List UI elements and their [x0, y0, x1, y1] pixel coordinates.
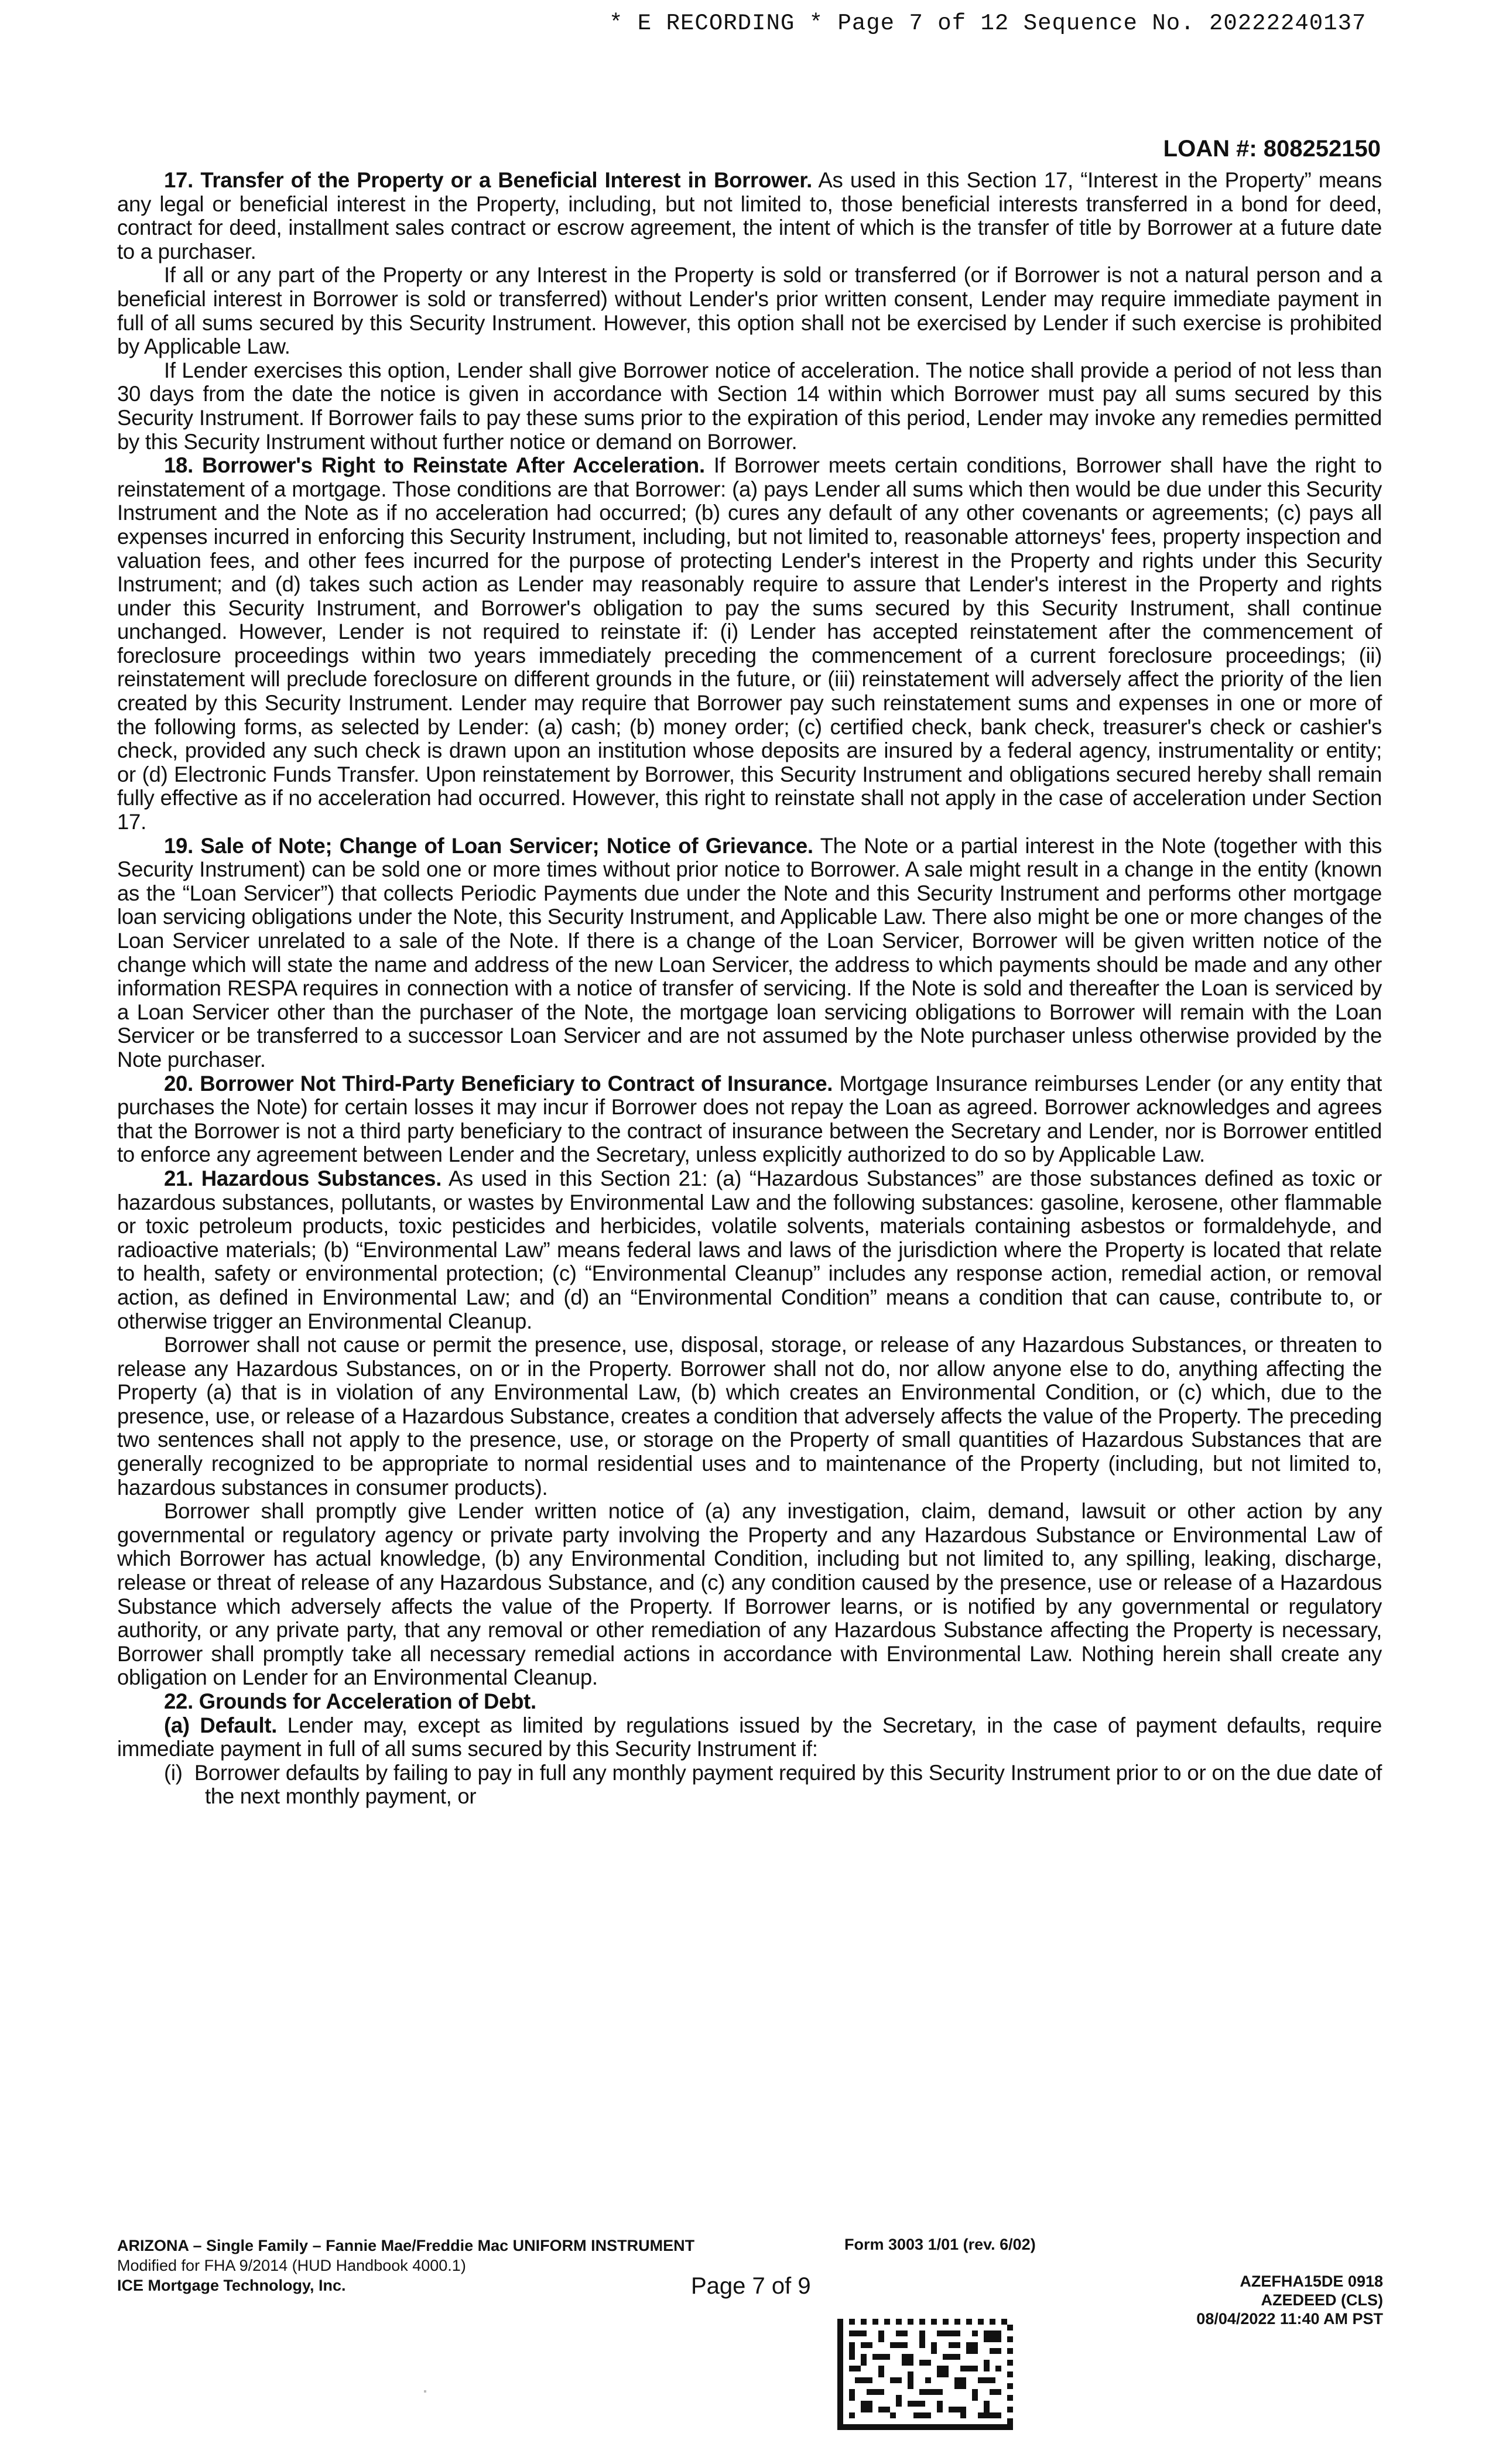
footer-state: ARIZONA [117, 2237, 189, 2254]
section-20-paragraph-1 [117, 1072, 1382, 1167]
section-22-subsection-a [117, 1714, 1382, 1761]
section-19-number: 19. [164, 833, 193, 858]
section-18-number: 18. [164, 453, 193, 478]
section-19-paragraph-1 [117, 834, 1382, 1072]
section-text: The Note or a partial interest in the Note (together with this Security Instrument) can be sold one or more times without prior notice to Borrower. A sale might result in a change in the entity (known as the “Loan Servicer”) that collects Periodic Payments due under the Note and this Security Instrument and performs other mortgage loan servicing obligations under the Note, this Security Instrument, and Applicable Law. There also might be one or more changes of the Loan Servicer unrelated to a sale of the Note. If there is a change of the Loan Servicer, Borrower will be given written notice of the change which will state the name and address of the new Loan Servicer, the address to which payments should be made and any other information RESPA requires in connection with a notice of transfer of servicing. If the Note is sold and thereafter the Loan is serviced by a Loan Servicer other than the purchaser of the Note, the mortgage loan servicing obligations to Borrower will remain with the Loan Servicer or be transferred to a successor Loan Servicer and are not assumed by the Note purchaser unless otherwise provided by the Note purchaser. [117, 833, 1382, 1072]
footer-datetime: 08/04/2022 11:40 AM PST [1196, 2310, 1383, 2328]
section-21-paragraph-1 [117, 1167, 1382, 1333]
section-text: If Borrower meets certain conditions, Borrower shall have the right to reinstatement of a mortgage. Those conditions are that Borrower: (a) pays Lender all sums which then would be due under this Security Instrument and the Note as if no acceleration had occurred; (b) cures any default of any other covenants or agreements; (c) pays all expenses incurred in enforcing this Security Instrument, including, but not limited to, reasonable attorneys' fees, property inspection and valuation fees, and other fees incurred for the purpose of protecting Lender's interest in the Property and rights under this Security Instrument; and (d) takes such action as Lender may reasonably require to assure that Lender's interest in the Property and rights under this Security Instrument, and Borrower's obligation to pay the sums secured by this Security Instrument, shall continue unchanged. However, Lender is not required to reinstate if: (i) Lender has accepted reinstatement after the commencement of foreclosure proceedings within two years immediately preceding the commencement of a current foreclosure proceedings; (ii) reinstatement will preclude foreclosure on different grounds in the future, or (iii) reinstatement will adversely affect the priority of the lien created by this Security Instrument. Lender may require that Borrower pay such reinstatement sums and expenses in one or more of the following forms, as selected by Lender: (a) cash; (b) money order; (c) certified check, bank check, treasurer's check or cashier's check, provided any such check is drawn upon an institution whose deposits are insured by a federal agency, instrumentality or entity; or (d) Electronic Funds Transfer. Upon reinstatement by Borrower, this Security Instrument and obligations secured hereby shall remain fully effective as if no acceleration had occurred. However, this right to reinstate shall not apply in the case of acceleration under Section 17. [117, 453, 1382, 834]
footer-codes [1196, 2272, 1383, 2328]
section-22-item-i [117, 1761, 1382, 1809]
barcode-2d [837, 2319, 1013, 2430]
section-21-number: 21. [164, 1166, 193, 1190]
section-21-paragraph-2: Borrower shall not cause or permit the presence, use, disposal, storage, or release of any Hazardous Substances, or threaten to release any Hazardous Substances, on or in the Property. Borrower shall not do, nor allow anyone else to do, anything affecting the Property (a) that is in violation of any Environmental Law, (b) which creates an Environmental Condition, or (c) which, due to the presence, use, or release of a Hazardous Substance, creates a condition that adversely affects the value of the Property. The preceding two sentences shall not apply to the presence, use, or storage on the Property of small quantities of Hazardous Substances that are generally recognized to be appropriate to normal residential uses and to maintenance of the Property (including, but not limited to, hazardous substances in consumer products). [117, 1333, 1382, 1500]
section-text: Mortgage Insurance reimburses Lender (or any entity that purchases the Note) for certain losses it may incur if Borrower does not repay the Loan as agreed. Borrower acknowledges and agrees that the Borrower is not a third party beneficiary to the contract of insurance between the Secretary and Lender, nor is Borrower entitled to enforce any agreement between Lender and the Secretary, unless explicitly authorized to do so by Applicable Law. [117, 1071, 1382, 1167]
section-21-paragraph-3: Borrower shall promptly give Lender written notice of (a) any investigation, claim, demand, lawsuit or other action by any governmental or regulatory agency or private party involving the Property and any Hazardous Substance or Environmental Law of which Borrower has actual knowledge, (b) any Environmental Condition, including but not limited to, any spilling, leaking, discharge, release or threat of release of any Hazardous Substance, and (c) any condition caused by the presence, use or release of a Hazardous Substance which adversely affects the value of the Property. If Borrower learns, or is notified by any governmental or regulatory authority, or any private party, that any removal or other remediation of any Hazardous Substance affecting the Property is necessary, Borrower shall promptly take all necessary remedial actions in accordance with Environmental Law. Nothing herein shall create any obligation on Lender for an Environmental Cleanup. [117, 1499, 1382, 1690]
section-20-number: 20. [164, 1071, 193, 1096]
footer-code-1: AZEFHA15DE 0918 [1240, 2273, 1383, 2290]
section-21-heading: Hazardous Substances. [201, 1166, 442, 1190]
item-i-label: (i) [164, 1760, 183, 1785]
section-17-paragraph-2: If all or any part of the Property or any Interest in the Property is sold or transferred (or if Borrower is not a natural person and a beneficial interest in Borrower is sold or transferred) without Lender's prior written consent, Lender may require immediate payment in full of all sums secured by this Security Instrument. However, this option shall not be exercised by Lender if such exercise is prohibited by Applicable Law. [117, 263, 1382, 359]
footer-code-2: AZEDEED (CLS) [1261, 2291, 1383, 2309]
section-18-paragraph-1 [117, 454, 1382, 834]
footer-modified: Modified for FHA 9/2014 (HUD Handbook 4000.1) [117, 2257, 466, 2274]
section-17-paragraph-1 [117, 169, 1382, 263]
item-i-text: Borrower defaults by failing to pay in full any monthly payment required by this Security Instrument prior to or on the due date of the next monthly payment, or [194, 1760, 1382, 1809]
document-body [117, 169, 1382, 1809]
footer-page-number: Page 7 of 9 [691, 2273, 811, 2299]
section-18-heading: Borrower's Right to Reinstate After Acceleration. [202, 453, 705, 478]
footer-instrument-desc: – Single Family – Fannie Mae/Freddie Mac UNIFORM INSTRUMENT [189, 2237, 695, 2254]
footer-company: ICE Mortgage Technology, Inc. [117, 2277, 346, 2294]
section-17-paragraph-3: If Lender exercises this option, Lender shall give Borrower notice of acceleration. The notice shall provide a period of not less than 30 days from the date the notice is given in accordance with Section 14 within which Borrower must pay all sums secured by this Security Instrument. If Borrower fails to pay these sums prior to the expiration of this period, Lender may invoke any remedies permitted by this Security Instrument without further notice or demand on Borrower. [117, 358, 1382, 454]
loan-number: LOAN #: 808252150 [1163, 136, 1381, 162]
footer-form-number: Form 3003 1/01 (rev. 6/02) [844, 2236, 1036, 2253]
recording-header: * E RECORDING * Page 7 of 12 Sequence No. 20222240137 [609, 11, 1367, 36]
subsection-a-label: (a) Default. [164, 1713, 278, 1737]
section-19-heading: Sale of Note; Change of Loan Servicer; Notice of Grievance. [200, 833, 813, 858]
subsection-a-text: Lender may, except as limited by regulations issued by the Secretary, in the case of payment defaults, require immediate payment in full of all sums secured by this Security Instrument if: [117, 1713, 1382, 1761]
section-17-number: 17. [164, 168, 193, 192]
scan-speck [424, 2390, 426, 2393]
section-20-heading: Borrower Not Third-Party Beneficiary to Contract of Insurance. [200, 1071, 833, 1096]
section-22-heading: 22. Grounds for Acceleration of Debt. [164, 1689, 536, 1713]
footer-instrument-info [117, 2236, 694, 2295]
section-text: As used in this Section 17, “Interest in the Property” means any legal or beneficial interest in the Property, including, but not limited to, those beneficial interests transferred in a bond for deed, contract for deed, installment sales contract or escrow agreement, the intent of which is the transfer of title by Borrower at a future date to a purchaser. [117, 168, 1382, 263]
section-text: As used in this Section 21: (a) “Hazardous Substances” are those substances defined as toxic or hazardous substances, pollutants, or wastes by Environmental Law and the following substances: gasoline, kerosene, other flammable or toxic petroleum products, toxic pesticides and herbicides, volatile solvents, materials containing asbestos or formaldehyde, and radioactive materials; (b) “Environmental Law” means federal laws and laws of the jurisdiction where the Property is located that relate to health, safety or environmental protection; (c) “Environmental Cleanup” includes any response action, remedial action, or removal action, as defined in Environmental Law; and (d) an “Environmental Condition” means a condition that can cause, contribute to, or otherwise trigger an Environmental Cleanup. [117, 1166, 1382, 1333]
section-17-heading: Transfer of the Property or a Beneficial Interest in Borrower. [200, 168, 813, 192]
